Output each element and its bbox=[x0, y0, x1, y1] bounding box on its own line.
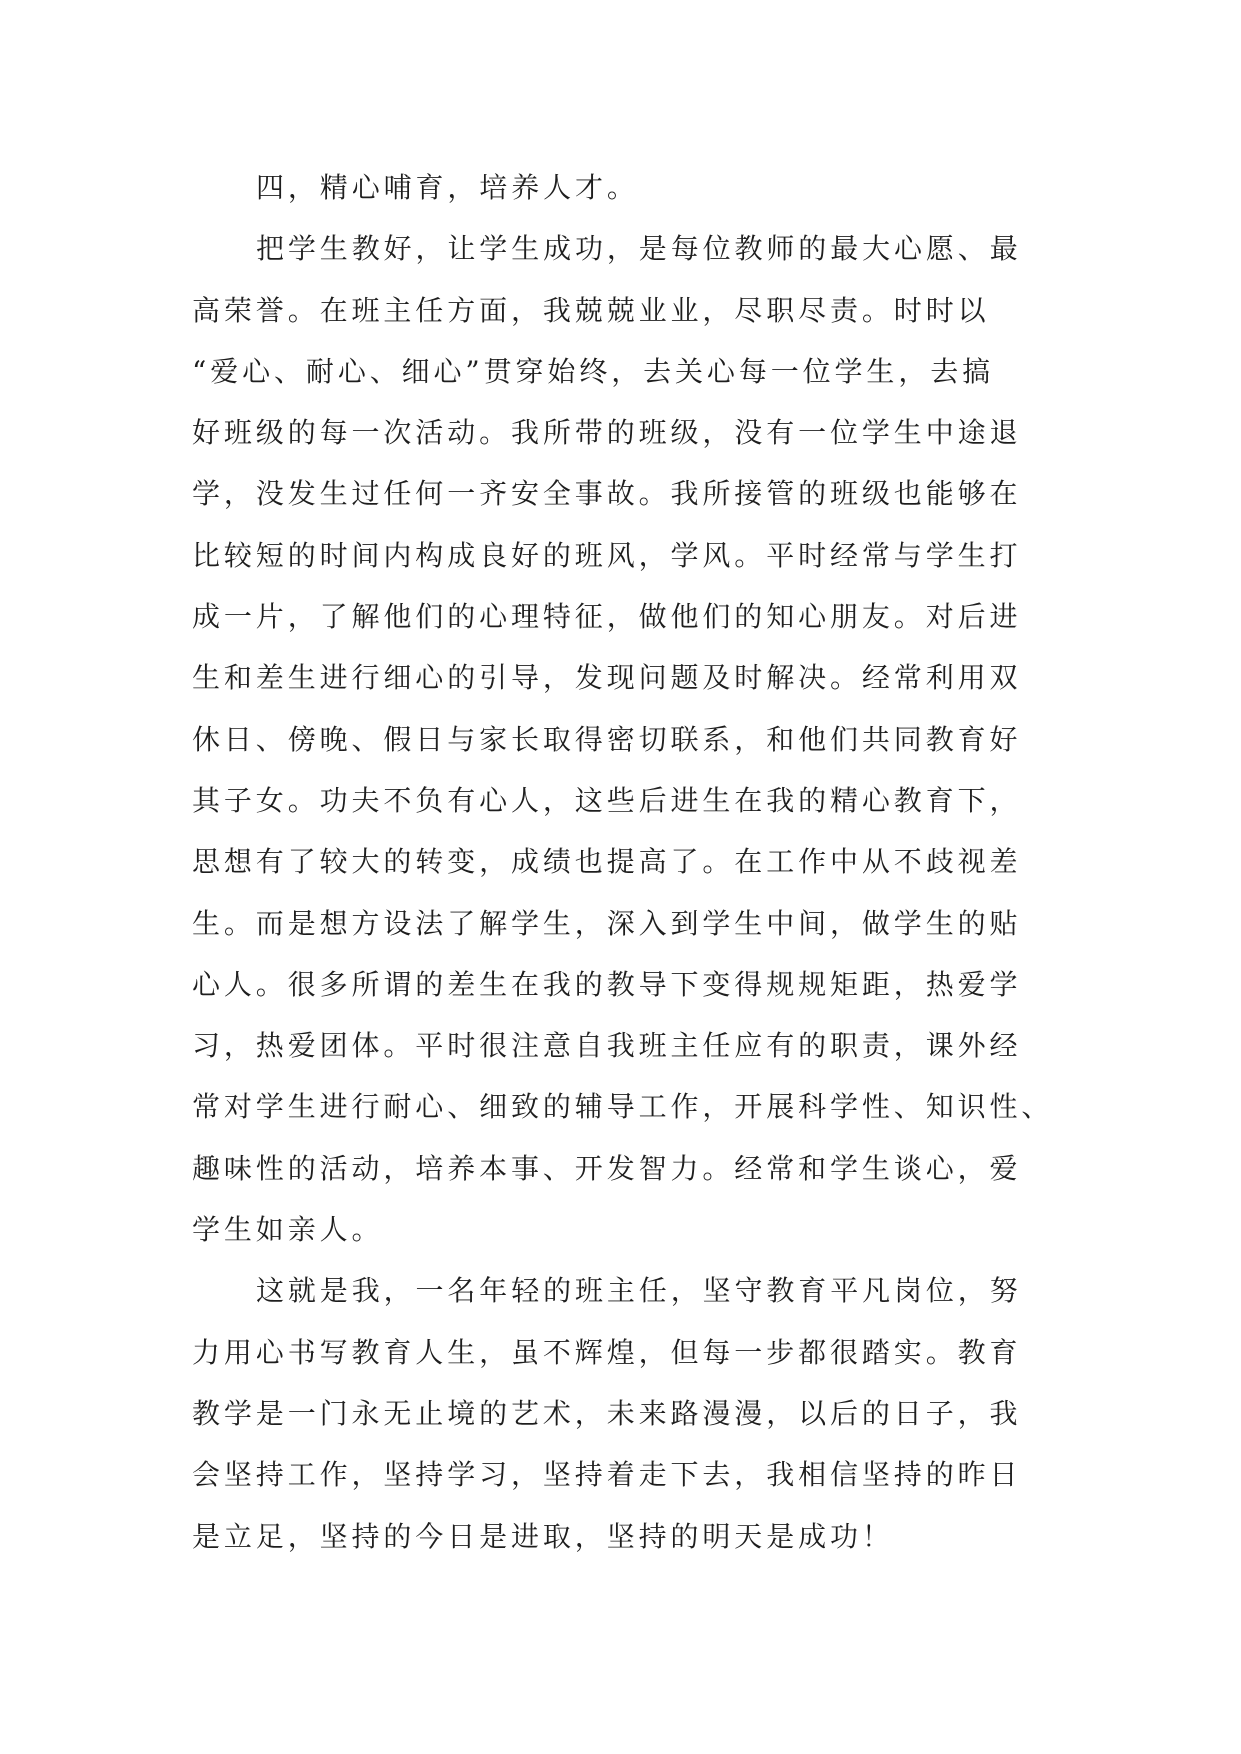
paragraph-line: 生和差生进行细心的引导，发现问题及时解决。经常利用双 bbox=[192, 661, 1022, 695]
paragraph-line: 教学是一门永无止境的艺术，未来路漫漫，以后的日子，我 bbox=[192, 1396, 1022, 1430]
paragraph-line: 休日、傍晚、假日与家长取得密切联系，和他们共同教育好 bbox=[192, 722, 1022, 756]
paragraph-line: 比较短的时间内构成良好的班风，学风。平时经常与学生打 bbox=[192, 538, 1022, 572]
paragraph-line: 把学生教好，让学生成功，是每位教师的最大心愿、最 bbox=[256, 232, 1022, 266]
paragraph-line: 学，没发生过任何一齐安全事故。我所接管的班级也能够在 bbox=[192, 477, 1022, 511]
paragraph-line: 好班级的每一次活动。我所带的班级，没有一位学生中途退 bbox=[192, 416, 1022, 450]
paragraph-line: 会坚持工作，坚持学习，坚持着走下去，我相信坚持的昨日 bbox=[192, 1458, 1022, 1492]
paragraph-line: 其子女。功夫不负有心人，这些后进生在我的精心教育下， bbox=[192, 783, 1022, 817]
paragraph-2 bbox=[192, 1260, 1062, 1566]
paragraph-line: 趣味性的活动，培养本事、开发智力。经常和学生谈心，爱 bbox=[192, 1151, 1022, 1185]
paragraph-line: 生。而是想方设法了解学生，深入到学生中间，做学生的贴 bbox=[192, 906, 1022, 940]
section-heading: 四，精心哺育，培养人才。 bbox=[256, 171, 639, 204]
paragraph-line: 思想有了较大的转变，成绩也提高了。在工作中从不歧视差 bbox=[192, 845, 1022, 879]
paragraph-line: 常对学生进行耐心、细致的辅导工作，开展科学性、知识性、 bbox=[192, 1090, 1054, 1124]
paragraph-line: 心人。很多所谓的差生在我的教导下变得规规矩距，热爱学 bbox=[192, 967, 1022, 1001]
paragraph-line: 高荣誉。在班主任方面，我兢兢业业，尽职尽责。时时以 bbox=[192, 293, 990, 327]
paragraph-line: 这就是我，一名年轻的班主任，坚守教育平凡岗位，努 bbox=[256, 1274, 1022, 1308]
document-body bbox=[192, 157, 1062, 1567]
paragraph-line: 是立足，坚持的今日是进取，坚持的明天是成功！ bbox=[192, 1519, 894, 1553]
paragraph-line: “爱心、耐心、细心”贯穿始终，去关心每一位学生，去搞 bbox=[192, 354, 995, 388]
paragraph-1 bbox=[192, 218, 1062, 1260]
paragraph-line: 学生如亲人。 bbox=[192, 1213, 384, 1247]
paragraph-line: 成一片，了解他们的心理特征，做他们的知心朋友。对后进 bbox=[192, 600, 1022, 634]
paragraph-line: 力用心书写教育人生，虽不辉煌，但每一步都很踏实。教育 bbox=[192, 1335, 1022, 1369]
paragraph-line: 习，热爱团体。平时很注意自我班主任应有的职责，课外经 bbox=[192, 1029, 1022, 1063]
